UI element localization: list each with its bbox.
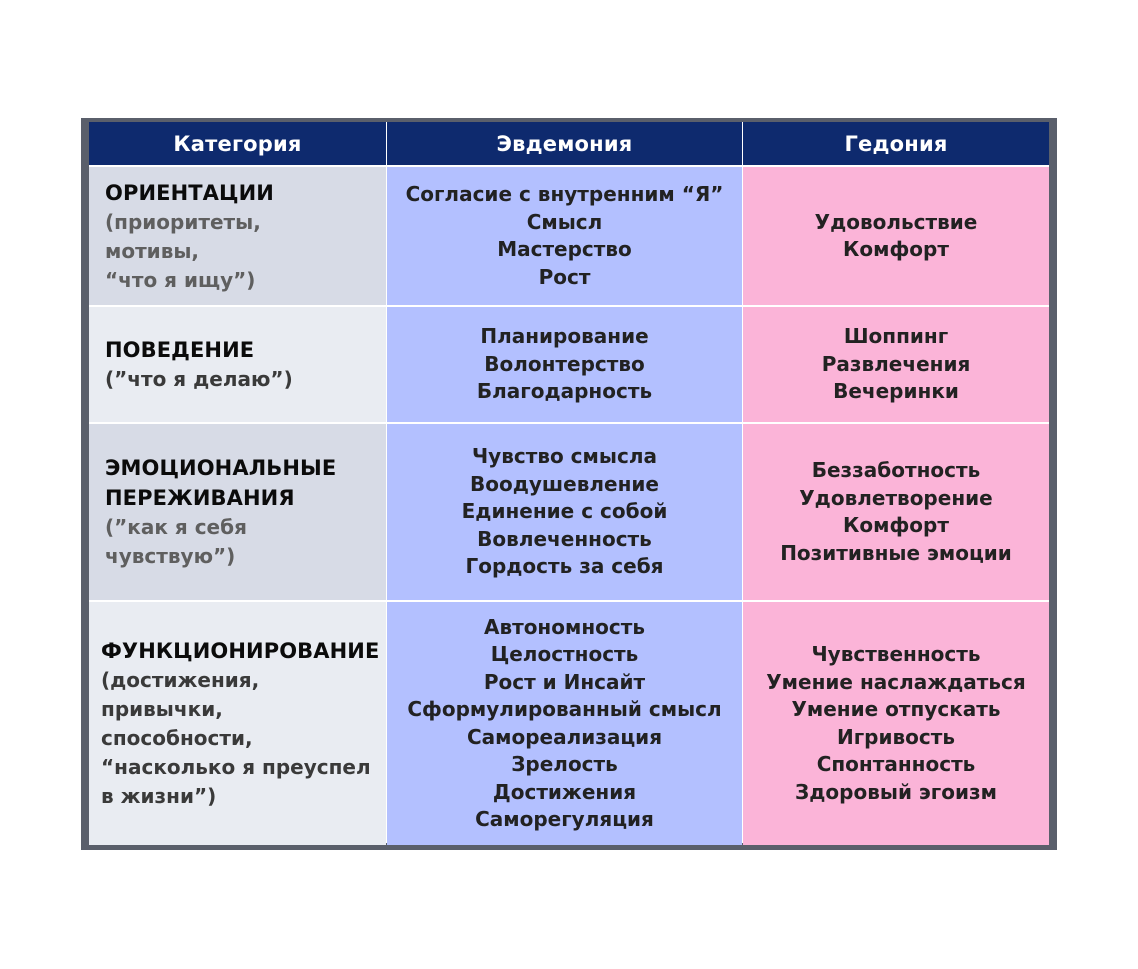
list-item: Сформулированный смысл xyxy=(407,697,722,721)
category-note: (”что я делаю”) xyxy=(105,367,293,391)
list-item: Автономность xyxy=(483,614,645,639)
category-cell-orientations xyxy=(89,167,386,305)
list-item: Удовольствие xyxy=(814,209,978,234)
category-cell-behavior xyxy=(89,307,386,422)
list-item: Рост xyxy=(538,264,591,289)
category-cell-emotions xyxy=(89,424,386,600)
list-item: Самореализация xyxy=(466,724,663,749)
category-title: ОРИЕНТАЦИИ xyxy=(105,180,274,205)
category-cell-functioning xyxy=(89,602,386,845)
eudaimonia-cell-orientations xyxy=(387,167,742,305)
list-item: Саморегуляция xyxy=(475,807,654,831)
list-item: Позитивные эмоции xyxy=(780,540,1012,565)
header-eudaimonia: Эвдемония xyxy=(387,122,742,165)
list-item: Шоппинг xyxy=(843,324,949,349)
list-item: Спонтанность xyxy=(816,752,976,776)
list-item: Воодушевление xyxy=(470,471,659,496)
hedonia-cell-behavior xyxy=(743,307,1049,422)
category-note: (достижения, привычки, способности, “насколько я преуспел в жизни”) xyxy=(101,668,371,808)
category-title: ПОВЕДЕНИЕ xyxy=(105,338,255,362)
eudaimonia-cell-behavior xyxy=(387,307,742,422)
list-item: Планирование xyxy=(480,324,649,349)
list-item: Комфорт xyxy=(843,513,949,537)
list-item: Зрелость xyxy=(511,752,618,776)
header-hedonia: Гедония xyxy=(743,122,1049,165)
category-note: (”как я себя чувствую”) xyxy=(105,515,247,568)
list-item: Игривость xyxy=(836,724,955,749)
list-item: Чувство смысла xyxy=(472,444,657,469)
list-item: Согласие с внутренним “Я” xyxy=(405,182,724,206)
list-item: Умение наслаждаться xyxy=(766,669,1026,694)
list-item: Достижения xyxy=(492,779,637,804)
list-item: Целостность xyxy=(490,642,639,666)
header-category: Категория xyxy=(89,122,386,165)
list-item: Рост и Инсайт xyxy=(483,669,646,694)
list-item: Мастерство xyxy=(497,237,632,261)
eudaimonia-cell-functioning xyxy=(387,602,742,845)
list-item: Комфорт xyxy=(843,237,949,261)
list-item: Волонтерство xyxy=(484,351,645,376)
category-title: ФУНКЦИОНИРОВАНИЕ xyxy=(101,639,380,663)
hedonia-cell-emotions xyxy=(743,424,1049,600)
category-note: (приоритеты, мотивы, “что я ищу”) xyxy=(105,209,261,292)
list-item: Смысл xyxy=(526,209,603,234)
category-title: ЭМОЦИОНАЛЬНЫЕ ПЕРЕЖИВАНИЯ xyxy=(105,456,337,510)
list-item: Удовлетворение xyxy=(799,485,993,510)
hedonia-cell-orientations xyxy=(743,167,1049,305)
eudaimonia-cell-emotions xyxy=(387,424,742,600)
list-item: Единение с собой xyxy=(461,499,668,524)
list-item: Вечеринки xyxy=(833,379,959,404)
list-item: Гордость за себя xyxy=(465,554,664,579)
list-item: Благодарность xyxy=(476,379,653,404)
list-item: Чувственность xyxy=(811,642,981,666)
list-item: Развлечения xyxy=(821,351,971,376)
list-item: Здоровый эгоизм xyxy=(795,779,997,804)
comparison-table xyxy=(89,122,1049,843)
list-item: Умение отпускать xyxy=(791,697,1001,721)
list-item: Беззаботность xyxy=(811,458,981,482)
hedonia-cell-functioning xyxy=(743,602,1049,845)
list-item: Вовлеченность xyxy=(477,526,652,551)
